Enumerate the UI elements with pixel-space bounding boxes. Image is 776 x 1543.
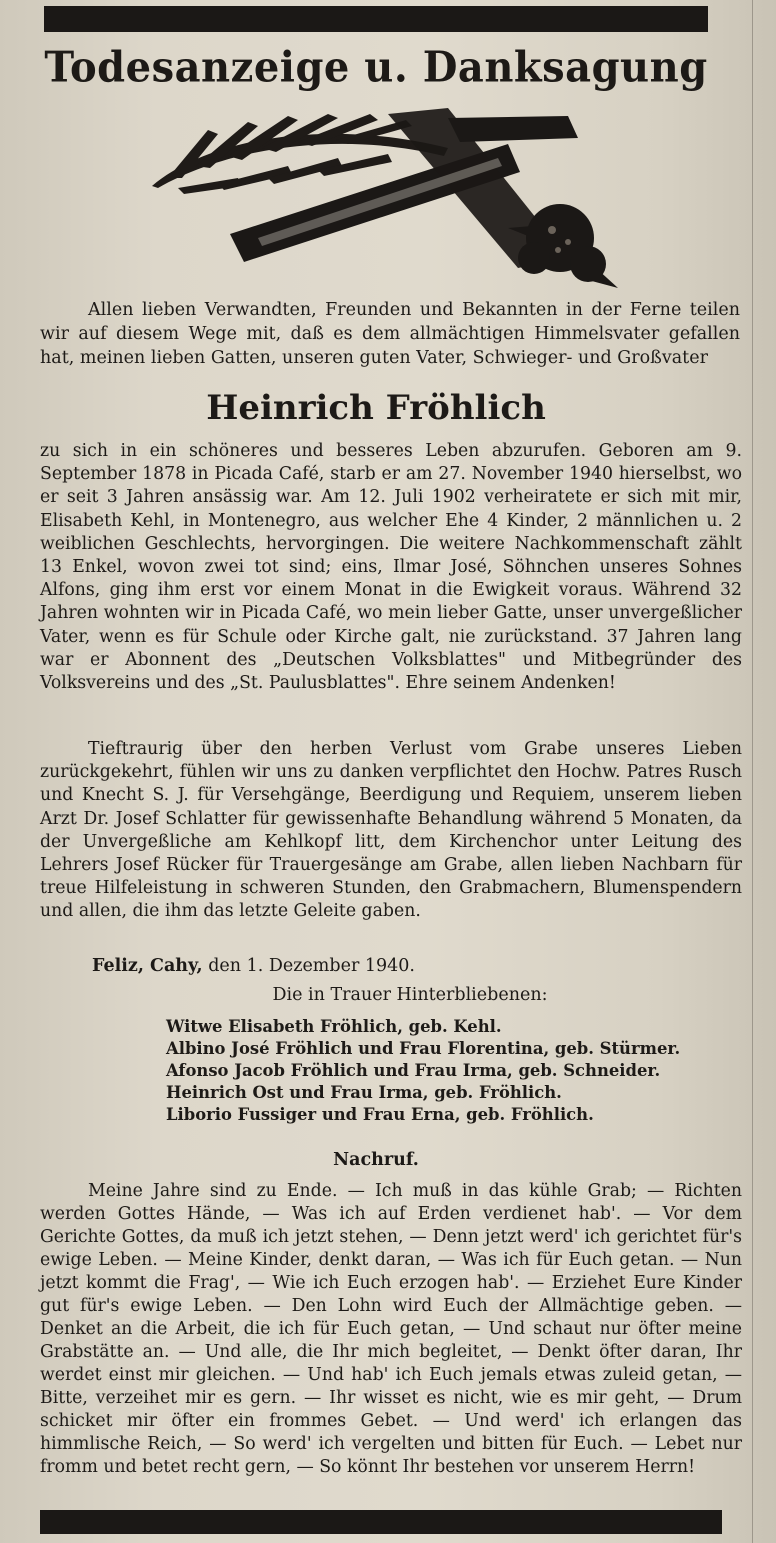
mourners-heading: Die in Trauer Hinterbliebenen:	[272, 985, 548, 1005]
list-item: Heinrich Ost und Frau Irma, geb. Fröhlich.	[166, 1083, 562, 1102]
list-item: Liborio Fussiger und Frau Erna, geb. Fröhlich.	[166, 1105, 594, 1124]
list-item: Afonso Jacob Fröhlich und Frau Irma, geb. Schneider.	[166, 1061, 661, 1080]
deceased-name: Heinrich Fröhlich	[206, 388, 546, 428]
nachruf-title: Nachruf.	[333, 1150, 419, 1170]
dateline-place: Feliz, Cahy,	[92, 956, 203, 976]
biography-paragraph: zu sich in ein schöneres und besseres Leben abzurufen. Geboren am 9. September 1878 in Picada Café, starb er am 27. November 1940 hierselbst, wo er seit 3 Jahren ansässig war. Am 12. Juli 1902 verheiratete er sich mit mir, Elisabeth Kehl, in Montenegro, aus welcher Ehe 4 Kinder, 2 männlichen u. 2 weiblichen Geschlechts, hervorgingen. Die weitere Nachkommenschaft zählt 13 Enkel, wovon zwei tot sind; eins, Ilmar José, Söhnchen unseres Sohnes Alfons, ging ihm erst vor einem Monat in die Ewigkeit voraus. Während 32 Jahren wohnten wir in Picada Café, wo mein lieber Gatte, unser unvergeßlicher Vater, wenn es für Schule oder Kirche galt, nie zurückstand. 37 Jahren lang war er Abonnent des „Deutschen Volksblattes" und Mitbegründer des Volksvereins und des „St. Paulusblattes". Ehre seinem Andenken!	[40, 441, 742, 694]
cross-palm-flower-icon	[148, 108, 628, 293]
adjacent-column-edge	[752, 0, 776, 1543]
family-list	[166, 1016, 742, 1126]
dateline	[92, 956, 652, 976]
notice-title: Todesanzeige u. Danksagung	[44, 42, 708, 93]
thanks-paragraph: Tieftraurig über den herben Verlust vom Grabe unseres Lieben zurückgekehrt, fühlen wir uns zu danken verpflichtet den Hochw. Patres Rusch und Knecht S. J. für Versehgänge, Beerdigung und Requiem, unserem lieben Arzt Dr. Josef Schlatter für gewissenhafte Behandlung während 5 Monaten, da der Unvergeßliche am Kehlkopf litt, dem Kirchenchor unter Leitung des Lehrers Josef Rücker für Trauergesänge am Grabe, allen lieben Nachbarn für treue Hilfeleistung in schweren Stunden, den Grabmachern, Blumenspendern und allen, die ihm das letzte Geleite gaben.	[40, 739, 742, 922]
bottom-rule	[40, 1510, 722, 1534]
left-margin-strip	[0, 0, 12, 1543]
nachruf-poem: Meine Jahre sind zu Ende. — Ich muß in das kühle Grab; — Richten werden Gottes Hände, — Was ich auf Erden verdienet hab'. — Vor dem Gerichte Gottes, da muß ich jetzt stehen, — Denn jetzt werd' ich gerichtet für's ewige Leben. — Meine Kinder, denkt daran, — Was ich für Euch getan. — Nun jetzt kommt die Frag', — Wie ich Euch erzogen hab'. — Erziehet Eure Kinder gut für's ewige Leben. — Den Lohn wird Euch der Allmächtige geben. — Denket an die Arbeit, die ich für Euch getan, — Und schaut nur öfter meine Grabstätte an. — Und alle, die Ihr mich begleitet, — Denkt öfter daran, Ihr werdet einst mir gleichen. — Und hab' ich Euch jemals etwas zuleid getan, — Bitte, verzeihet mir es gern. — Ihr wisset es nicht, wie es mir geht, — Drum schicket mir öfter ein frommes Gebet. — Und werd' ich erlangen das himmlische Reich, — So werd' ich vergelten und bitten für Euch. — Lebet nur fromm und betet recht gern, — So könnt Ihr bestehen vor unserem Herrn!	[40, 1181, 742, 1477]
top-rule	[44, 6, 708, 32]
intro-paragraph: Allen lieben Verwandten, Freunden und Bekannten in der Ferne teilen wir auf diesem Wege mit, daß es dem allmächtigen Himmelsvater gefallen hat, meinen lieben Gatten, unseren guten Vater, Schwieger- und Großvater	[40, 300, 740, 368]
dateline-date: den 1. Dezember 1940.	[208, 956, 415, 976]
list-item: Albino José Fröhlich und Frau Florentina, geb. Stürmer.	[166, 1039, 681, 1058]
list-item: Witwe Elisabeth Fröhlich, geb. Kehl.	[166, 1017, 502, 1036]
